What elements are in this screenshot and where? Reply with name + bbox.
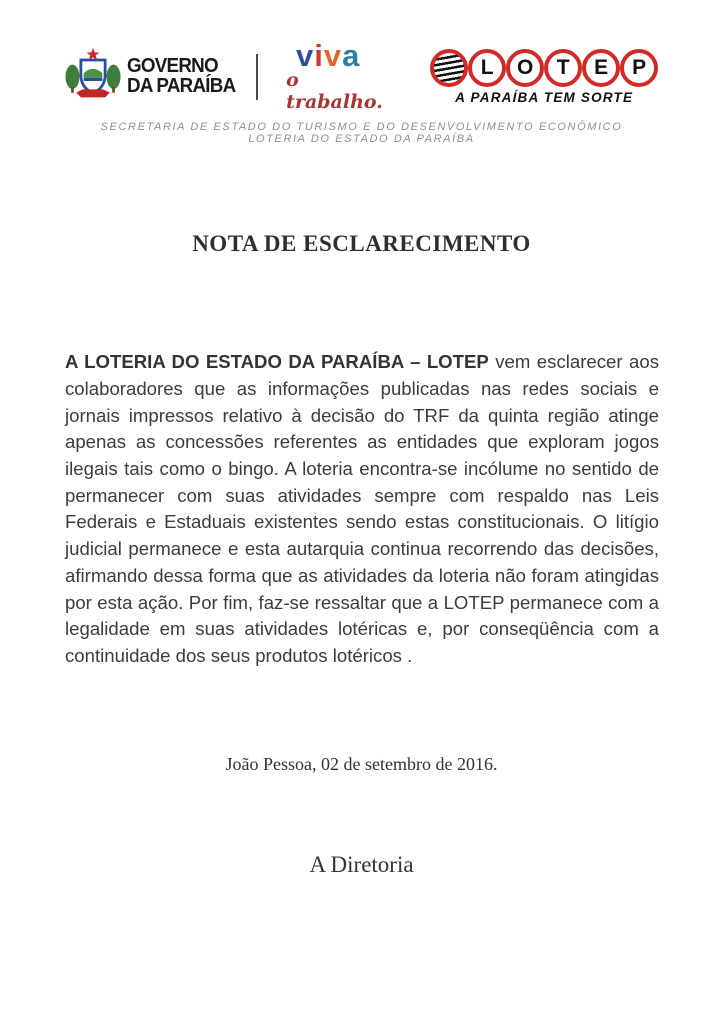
government-wordmark <box>126 54 236 97</box>
letterhead <box>0 0 723 145</box>
government-line1: GOVERNO <box>126 54 218 77</box>
secretaria-line2: LOTERIA DO ESTADO DA PARAÍBA <box>248 133 475 146</box>
logo-row <box>0 40 723 113</box>
paraiba-coat-of-arms-icon <box>65 46 121 107</box>
government-line2: DA PARAÍBA <box>126 74 236 97</box>
lotep-logo <box>430 49 658 105</box>
secretaria-line1: SECRETARIA DE ESTADO DO TURISMO E DO DESENVOLVIMENTO ECONÔMICO <box>100 121 623 133</box>
letterhead-subtitle <box>0 121 723 145</box>
body-text: vem esclarecer aos colaboradores que as informações publicadas nas redes sociais e jornais impressos relativo à decisão do TRF da quinta região atinge apenas as concessões referentes as entidades que exploram jogos ilegais tais como o bingo. A loteria encontra-se incólume no sentido de permanecer com suas atividades sempre com respaldo nas Leis Federais e Estaduais existentes sendo estas constitucionais. O litígio judicial permanece e esta autarquia continua recorrendo das decisões, afirmando dessa forma que as atividades da loteria não foram atingidas por esta ação. Por fim, faz-se ressaltar que a LOTEP permanece com a legalidade em suas atividades lotéricas e, por conseqüência com a continuidade dos seus produtos lotéricos . <box>65 351 659 666</box>
viva-tagline: o trabalho. <box>286 69 383 113</box>
date-line: João Pessoa, 02 de setembro de 2016. <box>225 753 498 774</box>
document-body <box>65 349 659 669</box>
lotep-tagline: A PARAÍBA TEM SORTE <box>455 89 634 105</box>
lotep-letter-circle: P <box>620 49 658 87</box>
government-logo <box>65 46 242 107</box>
lotep-letter-circle: E <box>582 49 620 87</box>
logo-divider <box>256 54 258 100</box>
viva-wordmark: viva <box>296 38 361 73</box>
lotep-letter-circle: L <box>468 49 506 87</box>
viva-o-trabalho-logo <box>272 40 384 113</box>
lotep-letter-circle: T <box>544 49 582 87</box>
document-title: NOTA DE ESCLARECIMENTO <box>192 231 531 257</box>
body-lead-bold: A LOTERIA DO ESTADO DA PARAÍBA – LOTEP <box>65 351 489 373</box>
star-shape <box>86 48 99 60</box>
lotep-globe-icon <box>430 49 468 87</box>
lotep-circles <box>430 49 658 87</box>
lotep-letter-circle: O <box>506 49 544 87</box>
signature-line: A Diretoria <box>309 851 414 877</box>
